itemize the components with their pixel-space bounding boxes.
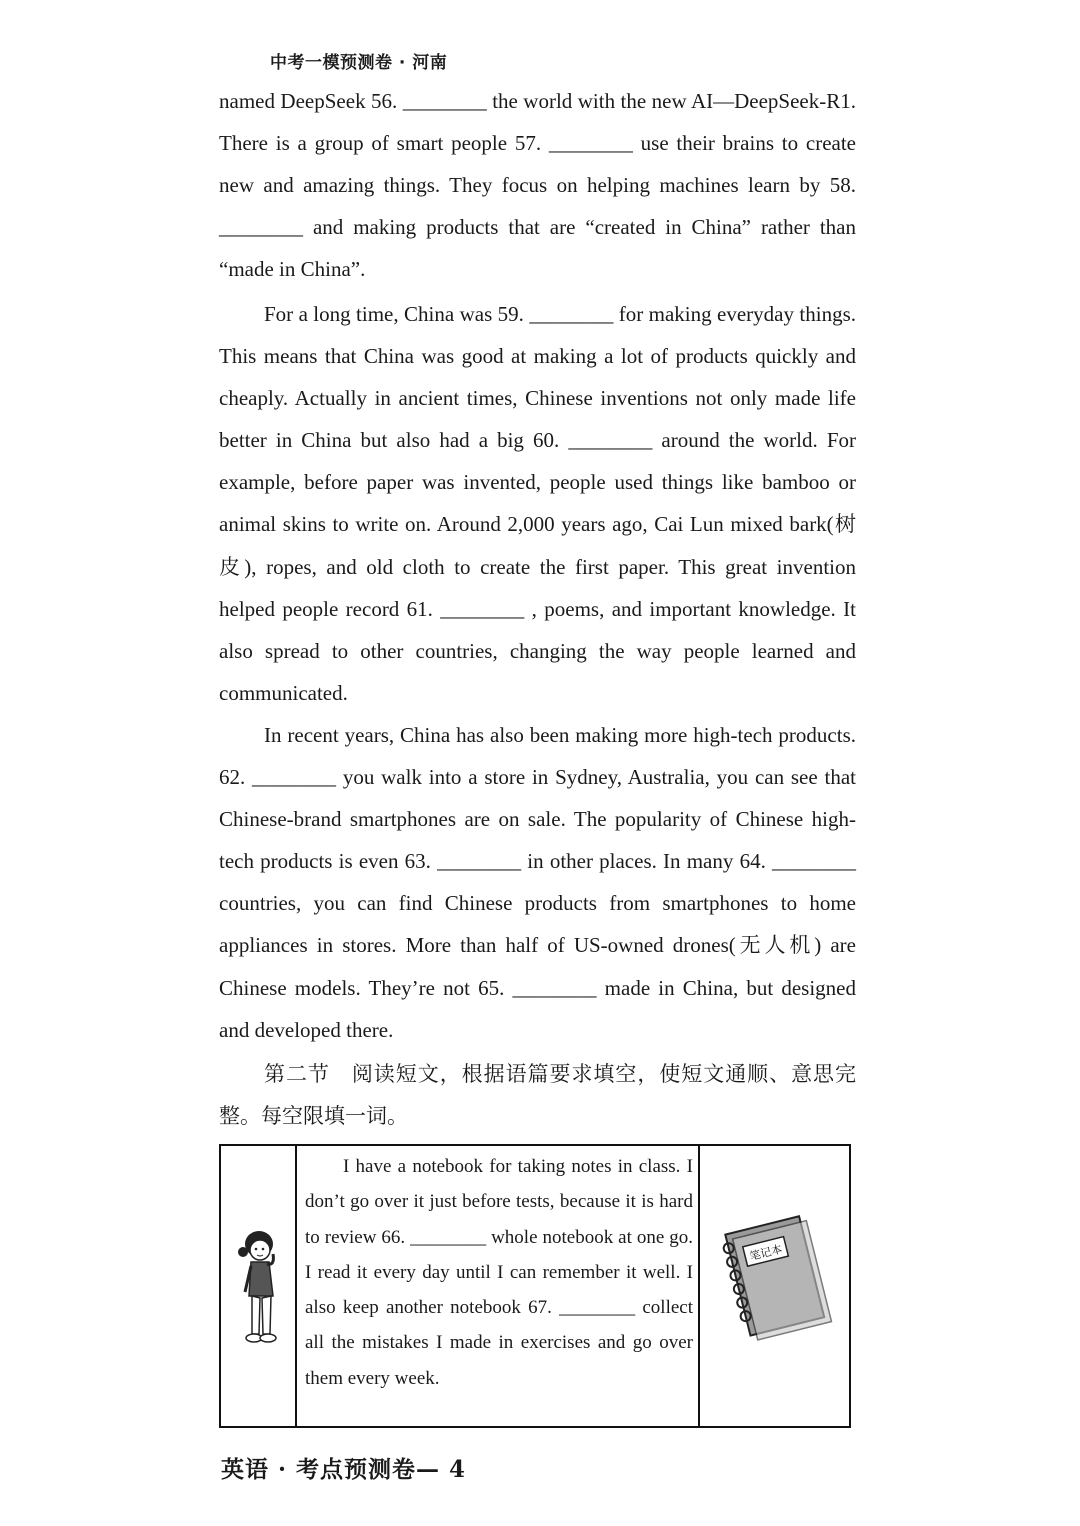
section-2-instruction: 第二节 阅读短文，根据语篇要求填空，使短文通顺、意思完整。每空限填一词。 [219, 1062, 856, 1128]
notebook-illustration-cell [700, 1146, 849, 1426]
passage-paragraph-3: In recent years, China has also been making more high-tech products. 62. ________ you walk into a store in Sydney, Australia, you can see that Chinese-brand smartphones are on sale. The popularity of Chinese high-tech products is even 63. ________ in other places. In many 64. ________ countries, you can find Chinese products from smartphones to home appliances in stores. More than half of US-owned drones(无人机) are Chinese models. They’re not 65. ________ made in China, but designed and developed there. [219, 723, 856, 1042]
girl-illustration-cell [221, 1146, 297, 1426]
box-passage-text: I have a notebook for taking notes in class. I don’t go over it just before tests, because it is hard to review 66. ________ whole notebook at one go. I read it every day until I can remember it well. I also keep another notebook 67. ________ collect all the mistakes I made in exercises and go over them every week. [305, 1156, 693, 1389]
passage-paragraph-2: For a long time, China was 59. ________ for making everyday things. This means that China was good at making a lot of products quickly and cheaply. Actually in ancient times, Chinese inventions not only made life better in China but also had a big 60. ________ around the world. For example, before paper was invented, people used things like bamboo or animal skins to write on. Around 2,000 years ago, Cai Lun mixed bark(树皮), ropes, and old cloth to create the first paper. This great invention helped people record 61. ________ , poems, and important knowledge. It also spread to other countries, changing the way people learned and communicated. [219, 302, 856, 705]
page-footer: 英语 · 考点预测卷— 4 [221, 1456, 467, 1483]
girl-illustration [221, 1146, 295, 1426]
box-text-cell [297, 1146, 700, 1426]
notebook-illustration [700, 1146, 849, 1426]
page-header: 中考一模预测卷 · 河南 [270, 53, 448, 73]
passage-paragraph-1: named DeepSeek 56. ________ the world with the new AI—DeepSeek-R1. There is a group of smart people 57. ________ use their brains to create new and amazing things. They focus on helping machines learn by 58. ________ and making products that are “created in China” rather than “made in China”. [219, 89, 856, 282]
reading-box-table [219, 1144, 851, 1428]
notebook-label: 笔记本 [748, 1242, 784, 1264]
